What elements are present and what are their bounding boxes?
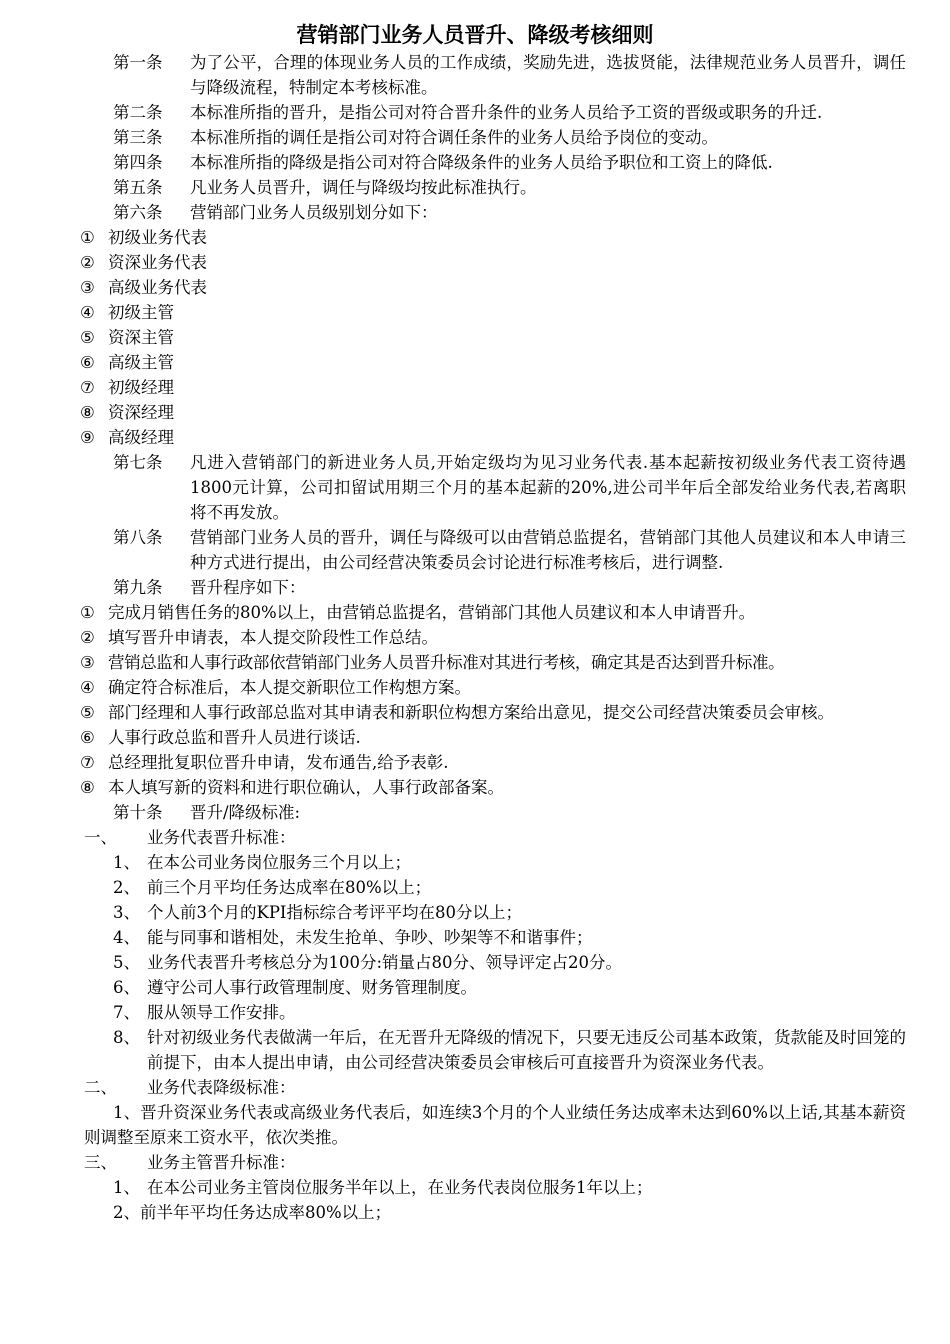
item-text: 针对初级业务代表做满一年后，在无晋升无降级的情况下，只要无违反公司基本政策，货款能及时回笼的前提下，由本人提出申请，由公司经营决策委员会审核后可直接晋升为资深业务代表。 [147,1028,906,1072]
list-marker: ⑥ [80,353,95,372]
article-text: 营销部门业务人员的晋升，调任与降级可以由营销总监提名，营销部门其他人员建议和本人申请三种方式进行提出，由公司经营决策委员会讨论进行标准考核后，进行调整. [190,528,906,572]
item-text: 个人前3个月的KPI指标综合考评平均在80分以上； [147,903,522,922]
level-text: 初级业务代表 [108,228,207,247]
article-4 [0,150,950,175]
procedure-text: 完成月销售任务的80%以上，由营销总监提名，营销部门其他人员建议和本人申请晋升。 [108,603,756,622]
section-paragraph: 1、晋升资深业务代表或高级业务代表后，如连续3个月的个人业绩任务达成率未达到60%以上话,其基本薪资则调整至原来工资水平，依次类推。 [84,1103,906,1147]
procedure-item [0,625,950,650]
level-text: 高级业务代表 [108,278,207,297]
item-text: 遵守公司人事行政管理制度、财务管理制度。 [147,978,477,997]
item-marker: 7、 [113,1003,140,1022]
list-marker: ① [80,228,95,247]
level-text: 初级主管 [108,303,174,322]
section-title: 业务代表晋升标准： [147,828,296,847]
article-text: 晋升/降级标准: [190,803,301,822]
list-marker: ⑥ [80,728,95,747]
article-text: 营销部门业务人员级别划分如下： [190,203,438,222]
list-marker: ③ [80,278,95,297]
article-10 [0,800,950,825]
procedure-item [0,675,950,700]
article-text: 凡业务人员晋升，调任与降级均按此标准执行。 [190,178,537,197]
article-label: 第六条 [113,203,163,222]
article-label: 第二条 [113,103,163,122]
article-7 [0,450,950,525]
article-label: 第七条 [113,453,163,472]
list-marker: ③ [80,653,95,672]
list-marker: ⑧ [80,778,95,797]
criteria-item [0,1175,950,1200]
list-marker: ② [80,253,95,272]
article-5 [0,175,950,200]
procedure-text: 部门经理和人事行政部总监对其申请表和新职位构想方案给出意见，提交公司经营决策委员会审核。 [108,703,834,722]
item-marker: 3、 [113,903,140,922]
item-text: 服从领导工作安排。 [147,1003,296,1022]
list-marker: ② [80,628,95,647]
level-text: 高级主管 [108,353,174,372]
item-marker: 4、 [113,928,140,947]
item-text: 能与同事和谐相处，未发生抢单、争吵、吵架等不和谐事件； [147,928,593,947]
level-item [0,225,950,250]
item-marker: 2、 [113,878,140,897]
article-label: 第九条 [113,578,163,597]
section-marker: 一、 [84,828,117,847]
article-label: 第三条 [113,128,163,147]
article-1 [0,50,950,100]
item-text: 业务代表晋升考核总分为100分:销量占80分、领导评定占20分。 [147,953,623,972]
item-text: 前三个月平均任务达成率在80%以上； [147,878,432,897]
level-text: 资深业务代表 [108,253,207,272]
item-text: 在本公司业务主管岗位服务半年以上，在业务代表岗位服务1年以上； [147,1178,653,1197]
section-heading-2 [0,1075,950,1100]
level-item [0,300,950,325]
article-9 [0,575,950,600]
level-text: 资深主管 [108,328,174,347]
procedure-text: 本人填写新的资料和进行职位确认，人事行政部备案。 [108,778,504,797]
article-text: 本标准所指的调任是指公司对符合调任条件的业务人员给予岗位的变动。 [190,128,718,147]
article-text: 本标准所指的晋升，是指公司对符合晋升条件的业务人员给予工资的晋级或职务的升迁. [190,103,823,122]
level-item [0,375,950,400]
procedure-text: 总经理批复职位晋升申请，发布通告,给予表彰. [108,753,449,772]
procedure-text: 确定符合标准后，本人提交新职位工作构想方案。 [108,678,471,697]
list-marker: ⑧ [80,403,95,422]
item-text: 在本公司业务岗位服务三个月以上； [147,853,411,872]
article-label: 第八条 [113,528,163,547]
article-8 [0,525,950,575]
article-text: 本标准所指的降级是指公司对符合降级条件的业务人员给予职位和工资上的降低. [190,153,773,172]
list-marker: ⑤ [80,703,95,722]
criteria-item [0,875,950,900]
article-label: 第十条 [113,803,163,822]
list-marker: ⑦ [80,378,95,397]
criteria-item [0,1025,950,1075]
document-body [0,50,950,1225]
list-marker: ⑨ [80,428,95,447]
procedure-item [0,700,950,725]
item-marker: 8、 [113,1028,140,1047]
criteria-item [0,950,950,975]
procedure-text: 填写晋升申请表，本人提交阶段性工作总结。 [108,628,438,647]
level-item [0,425,950,450]
level-item [0,400,950,425]
level-item [0,350,950,375]
item-marker: 1、 [113,1178,140,1197]
article-6 [0,200,950,225]
article-label: 第一条 [113,53,163,72]
procedure-item [0,600,950,625]
item-marker: 5、 [113,953,140,972]
level-text: 高级经理 [108,428,174,447]
procedure-item [0,650,950,675]
list-marker: ④ [80,678,95,697]
procedure-item [0,750,950,775]
criteria-item [0,850,950,875]
criteria-item [0,925,950,950]
level-item [0,275,950,300]
criteria-item [0,1000,950,1025]
level-text: 初级经理 [108,378,174,397]
procedure-text: 营销总监和人事行政部依营销部门业务人员晋升标准对其进行考核，确定其是否达到晋升标准。 [108,653,785,672]
article-label: 第五条 [113,178,163,197]
section-title: 业务主管晋升标准： [147,1153,296,1172]
criteria-item [0,900,950,925]
criteria-item [0,975,950,1000]
list-marker: ① [80,603,95,622]
article-text: 凡进入营销部门的新进业务人员,开始定级均为见习业务代表.基本起薪按初级业务代表工资待遇1800元计算，公司扣留试用期三个月的基本起薪的20%,进公司半年后全部发给业务代表,若离职将不再发放。 [190,453,906,522]
procedure-item [0,775,950,800]
procedure-text: 人事行政总监和晋升人员进行谈话. [108,728,361,747]
procedure-item [0,725,950,750]
article-3 [0,125,950,150]
section-marker: 三、 [84,1153,117,1172]
list-marker: ⑤ [80,328,95,347]
section-marker: 二、 [84,1078,117,1097]
section-title: 业务代表降级标准： [147,1078,296,1097]
article-text: 晋升程序如下： [190,578,306,597]
article-label: 第四条 [113,153,163,172]
section-heading-3 [0,1150,950,1175]
section-heading-1 [0,825,950,850]
item-marker: 6、 [113,978,140,997]
level-text: 资深经理 [108,403,174,422]
level-item [0,250,950,275]
article-text: 为了公平，合理的体现业务人员的工作成绩，奖励先进，选拔贤能，法律规范业务人员晋升，调任与降级流程，特制定本考核标准。 [190,53,906,97]
document-title: 营销部门业务人员晋升、降级考核细则 [296,23,654,47]
item-marker: 1、 [113,853,140,872]
list-marker: ④ [80,303,95,322]
level-item [0,325,950,350]
list-marker: ⑦ [80,753,95,772]
article-2 [0,100,950,125]
criteria-item: 2、前半年平均任务达成率80%以上； [113,1203,392,1222]
